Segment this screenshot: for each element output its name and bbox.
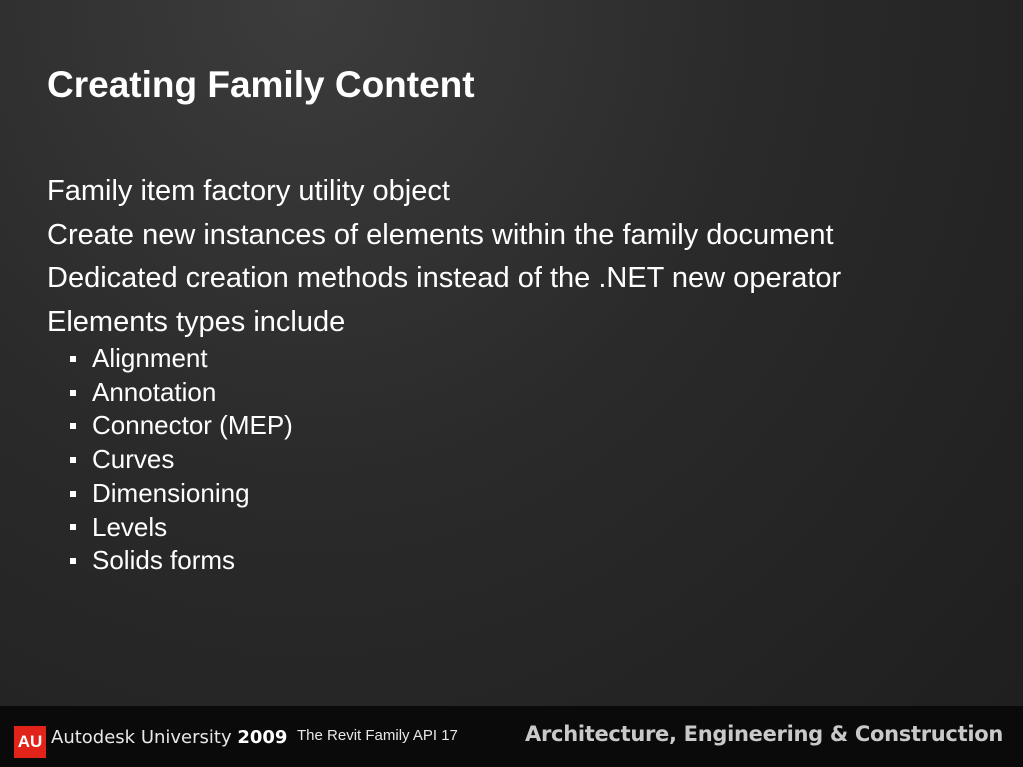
sub-bullet-label: Solids forms — [92, 545, 236, 576]
sub-bullet-label: Curves — [92, 444, 175, 475]
slide-footer — [0, 706, 1023, 767]
square-bullet-icon — [70, 423, 76, 429]
sub-bullet-item — [70, 511, 293, 545]
sub-bullet-label: Connector (MEP) — [92, 410, 293, 441]
square-bullet-icon — [70, 390, 76, 396]
sub-bullet-label: Levels — [92, 511, 168, 542]
sub-bullet-label: Alignment — [92, 343, 208, 373]
sub-bullet-item — [70, 544, 293, 578]
footer-page-label: The Revit Family API 17 — [297, 727, 458, 744]
square-bullet-icon — [70, 524, 76, 530]
bullet-list — [47, 170, 841, 344]
sub-bullet-item — [70, 342, 293, 376]
sub-bullet-label: Annotation — [92, 376, 217, 407]
sub-bullet-item — [70, 376, 293, 410]
footer-division-label: Architecture, Engineering & Construction — [525, 722, 1003, 746]
slide-title: Creating Family Content — [47, 64, 475, 105]
sub-bullet-item — [70, 409, 293, 443]
square-bullet-icon — [70, 491, 76, 497]
sub-bullet-list — [70, 342, 293, 578]
bullet-item: Dedicated creation methods instead of the .NET new operator — [47, 262, 842, 294]
bullet-item: Family item factory utility object — [47, 175, 450, 207]
bullet-item: Create new instances of elements within the family document — [47, 218, 834, 251]
brand-year: 2009 — [237, 727, 288, 748]
bullet-item: Elements types include — [47, 305, 346, 338]
sub-bullet-item — [70, 443, 293, 477]
square-bullet-icon — [70, 356, 76, 362]
brand-name-text: Autodesk University — [51, 727, 232, 748]
sub-bullet-item — [70, 477, 293, 511]
square-bullet-icon — [70, 558, 76, 564]
brand-name — [51, 727, 287, 748]
square-bullet-icon — [70, 457, 76, 463]
au-logo-icon: AU — [14, 726, 46, 758]
sub-bullet-label: Dimensioning — [92, 477, 250, 508]
